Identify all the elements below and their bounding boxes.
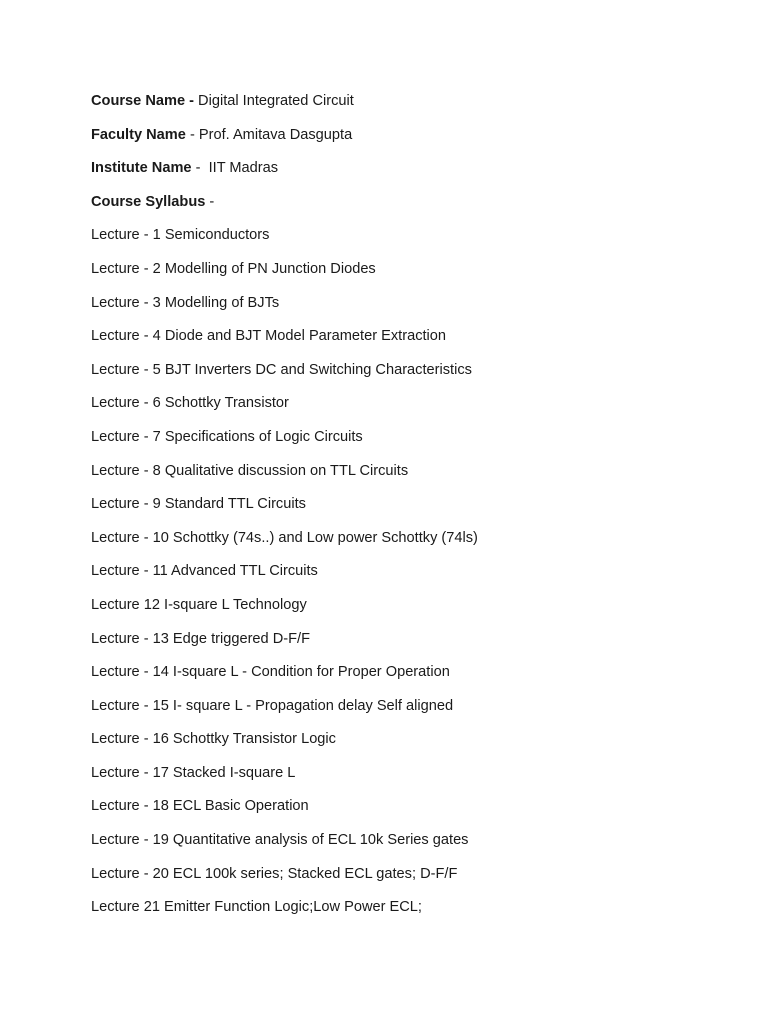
institute-name-label: Institute Name xyxy=(91,160,192,177)
lecture-item: Lecture - 20 ECL 100k series; Stacked ECL gates; D-F/F xyxy=(91,865,458,882)
institute-name-line xyxy=(91,157,731,191)
lecture-item: Lecture - 5 BJT Inverters DC and Switching Characteristics xyxy=(91,361,472,378)
lecture-item: Lecture - 1 Semiconductors xyxy=(91,227,270,244)
faculty-name-value: - Prof. Amitava Dasgupta xyxy=(185,126,353,143)
course-name-line xyxy=(91,90,731,124)
lecture-item: Lecture - 14 I-square L - Condition for Proper Operation xyxy=(91,664,450,681)
lecture-item: Lecture - 6 Schottky Transistor xyxy=(91,395,289,412)
faculty-name-line xyxy=(91,124,731,158)
lecture-item: Lecture - 13 Edge triggered D-F/F xyxy=(91,630,311,647)
lecture-item: Lecture - 7 Specifications of Logic Circuits xyxy=(91,428,363,445)
lecture-item: Lecture - 3 Modelling of BJTs xyxy=(91,294,280,311)
course-syllabus-label: Course Syllabus xyxy=(91,193,206,210)
course-syllabus-line xyxy=(91,191,731,225)
course-name-label: Course Name - xyxy=(91,93,194,109)
lecture-item: Lecture - 9 Standard TTL Circuits xyxy=(91,496,306,513)
lecture-item: Lecture - 15 I- square L - Propagation delay Self aligned xyxy=(91,697,454,714)
lecture-item: Lecture - 17 Stacked I-square L xyxy=(91,764,296,781)
course-syllabus-suffix: - xyxy=(205,193,215,210)
course-name-value: Digital Integrated Circuit xyxy=(194,93,354,109)
institute-name-value: - IIT Madras xyxy=(191,160,279,177)
lecture-item: Lecture - 19 Quantitative analysis of ECL 10k Series gates xyxy=(91,832,469,849)
lecture-item: Lecture - 10 Schottky (74s..) and Low power Schottky (74ls) xyxy=(91,529,478,546)
document-body xyxy=(91,90,731,930)
lecture-item: Lecture - 8 Qualitative discussion on TTL Circuits xyxy=(91,462,409,479)
lecture-item: Lecture 12 I-square L Technology xyxy=(91,596,307,613)
lecture-item: Lecture - 18 ECL Basic Operation xyxy=(91,798,309,815)
lecture-item: Lecture - 16 Schottky Transistor Logic xyxy=(91,731,336,748)
lecture-item: Lecture - 4 Diode and BJT Model Parameter Extraction xyxy=(91,328,447,345)
lecture-item: Lecture - 2 Modelling of PN Junction Diodes xyxy=(91,260,376,277)
lecture-list xyxy=(91,224,731,929)
lecture-item: Lecture - 11 Advanced TTL Circuits xyxy=(91,563,318,580)
lecture-item: Lecture 21 Emitter Function Logic;Low Power ECL; xyxy=(91,899,422,916)
faculty-name-label: Faculty Name xyxy=(91,126,186,143)
